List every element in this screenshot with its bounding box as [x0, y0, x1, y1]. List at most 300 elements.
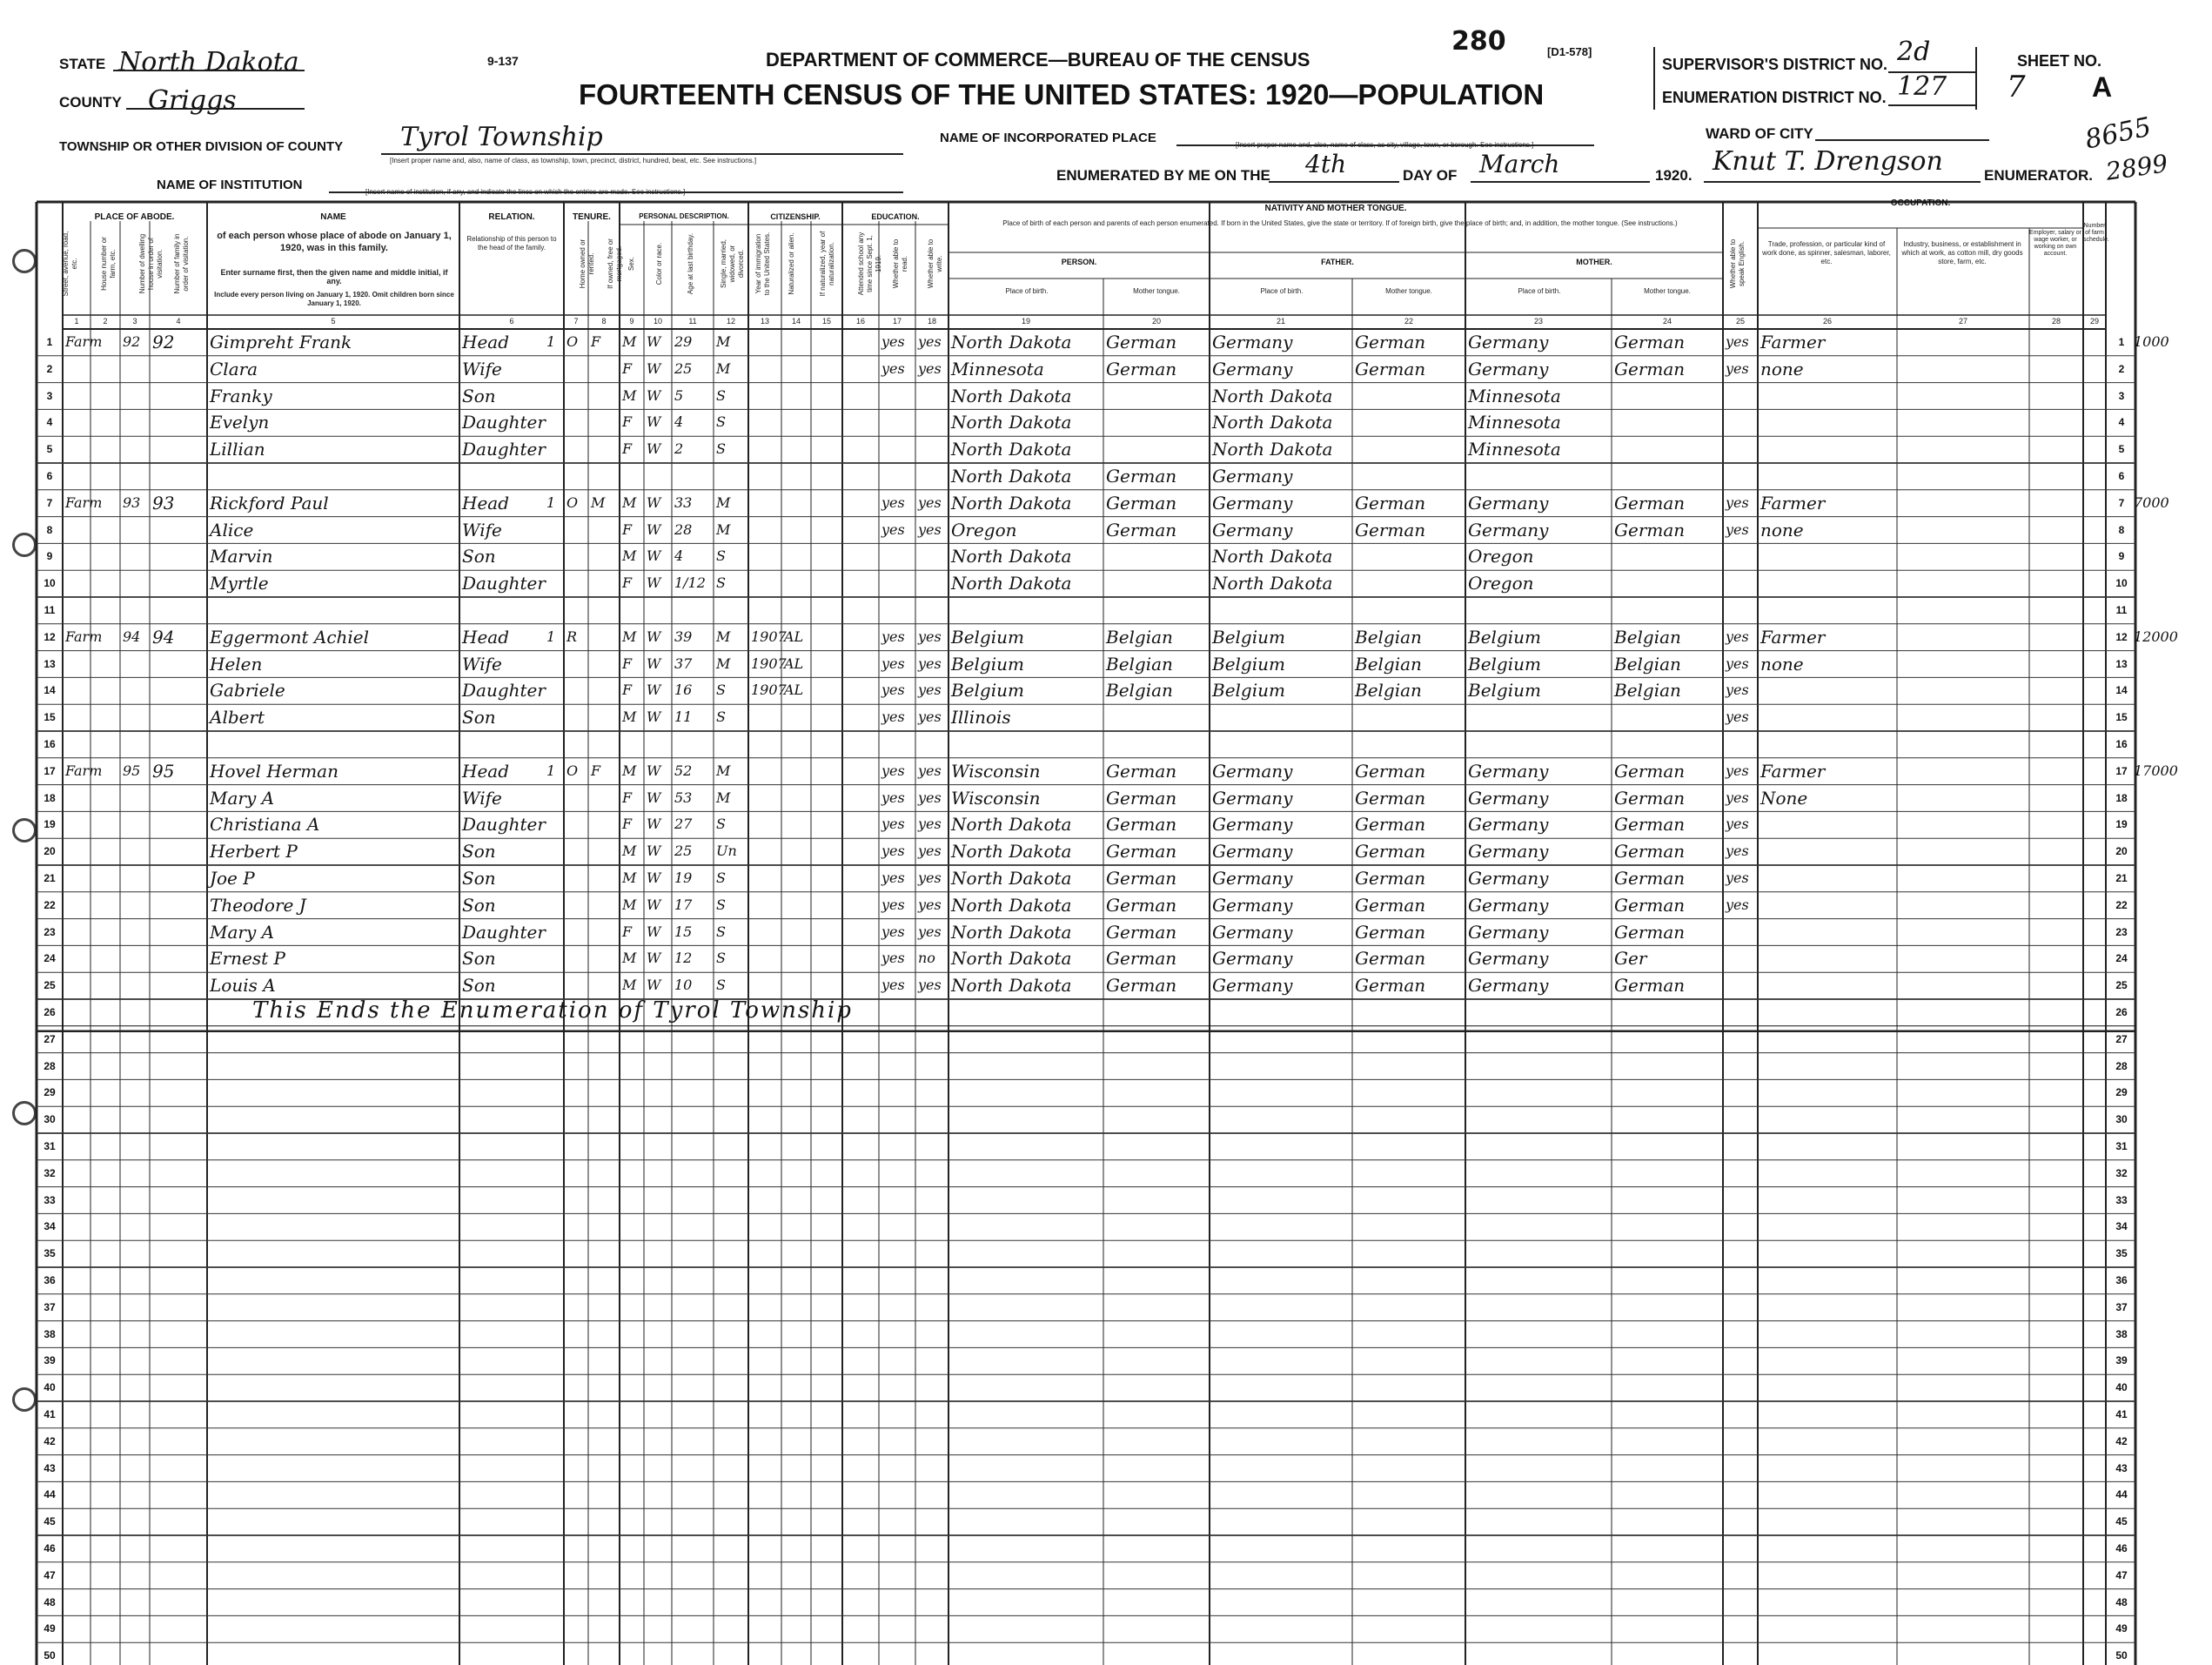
row-number-left: 12	[44, 630, 56, 643]
row-number-right: 17	[2115, 764, 2128, 777]
row-number-left: 8	[46, 523, 53, 536]
day-of-label: DAY OF	[1403, 167, 1458, 184]
column-number: 5	[331, 317, 336, 326]
cell-race: W	[647, 762, 661, 779]
county-label: COUNTY	[59, 94, 122, 111]
cell-race: W	[647, 950, 661, 967]
row-number-left: 38	[44, 1327, 56, 1340]
cell-mpob: Minnesota	[1468, 439, 1561, 460]
cell-write: yes	[918, 708, 942, 726]
row-number-right: 15	[2115, 711, 2128, 724]
township-value: Tyrol Township	[400, 122, 603, 152]
cell-own: 1	[546, 762, 556, 779]
row-number-left: 29	[44, 1086, 56, 1099]
cell-mpob: Germany	[1468, 814, 1549, 836]
cell-write: no	[918, 950, 935, 967]
cell-fmt: German	[1355, 814, 1426, 836]
institution-label: NAME OF INSTITUTION	[157, 178, 303, 192]
cell-name: Albert	[210, 707, 265, 728]
cell-sex: M	[622, 843, 637, 860]
cell-family: 92	[152, 332, 175, 352]
cell-fmt: German	[1355, 921, 1426, 943]
pob-mother-header: Place of birth.	[1518, 287, 1561, 295]
row-number-right: 28	[2115, 1059, 2128, 1072]
row-number-right: 2	[2118, 362, 2125, 375]
row-number-right: 20	[2115, 845, 2128, 858]
cell-om: R	[566, 628, 578, 645]
cell-imm: 1907	[751, 681, 787, 699]
supervisor-no: 2d	[1897, 37, 1931, 67]
row-number-right: 49	[2115, 1622, 2128, 1635]
cell-dwelling: 92	[123, 333, 141, 350]
cell-race: W	[647, 440, 661, 458]
cell-age: 28	[674, 520, 693, 538]
cell-pob: North Dakota	[951, 975, 1072, 997]
row-number-left: 18	[44, 791, 56, 804]
cell-mpob: Germany	[1468, 948, 1549, 970]
cell-relation: Wife	[462, 787, 502, 809]
enumeration-month: March	[1479, 150, 1560, 178]
column-number: 27	[1958, 317, 1967, 326]
cell-fmt: German	[1355, 358, 1426, 379]
cell-mpob: Germany	[1468, 519, 1549, 540]
column-number: 9	[629, 317, 634, 326]
cell-mmt: German	[1614, 760, 1686, 782]
cell-write: yes	[918, 333, 942, 350]
row-number-right: 44	[2115, 1488, 2128, 1501]
cell-mar: S	[716, 816, 726, 833]
cell-fpob: North Dakota	[1212, 546, 1333, 567]
row-number-left: 6	[46, 470, 53, 482]
cell-fmt: German	[1355, 841, 1426, 863]
column-number: 10	[653, 317, 662, 326]
cell-read: yes	[881, 333, 905, 350]
row-number-left: 44	[44, 1488, 56, 1501]
cell-read: yes	[881, 896, 905, 913]
cell-pob: North Dakota	[951, 894, 1072, 916]
cell-race: W	[647, 896, 661, 913]
cell-mpob: Oregon	[1468, 573, 1534, 594]
cell-mpob: Germany	[1468, 332, 1549, 352]
cell-mar: M	[716, 333, 731, 350]
cell-pob: North Dakota	[951, 841, 1072, 863]
cell-mar: M	[716, 655, 731, 672]
row-number-left: 13	[44, 657, 56, 670]
cell-name: Myrtle	[210, 573, 269, 594]
row-number-left: 42	[44, 1434, 56, 1447]
cell-relation: Daughter	[462, 814, 546, 836]
cell-relation: Daughter	[462, 412, 546, 433]
cell-mpob: Oregon	[1468, 546, 1534, 567]
cell-read: yes	[881, 708, 905, 726]
name-incl: Include every person living on January 1, 1920. Omit children born since January 1, 1920.	[214, 291, 454, 307]
row-number-left: 40	[44, 1381, 56, 1394]
row-number-right: 21	[2115, 872, 2128, 884]
column-number: 26	[1822, 317, 1832, 326]
cell-relation: Head	[462, 492, 510, 514]
cell-name: Hovel Herman	[210, 760, 339, 782]
row-number-right: 43	[2115, 1461, 2128, 1474]
row-number-right: 41	[2115, 1408, 2128, 1420]
family-header: Number of family in order of visitation.	[173, 233, 190, 294]
cell-write: yes	[918, 628, 942, 645]
school-header: Attended school any time since Sept. 1, 1919.	[857, 232, 882, 296]
mortgaged-header: If owned, free or mortgaged.	[607, 238, 623, 289]
cell-mar: S	[716, 681, 726, 699]
cell-sex: M	[622, 333, 637, 350]
cell-sex: F	[622, 816, 633, 833]
cell-trade: none	[1760, 358, 1804, 379]
column-number: 22	[1404, 317, 1413, 326]
cell-fpob: Belgium	[1212, 626, 1285, 648]
group-relation: RELATION.	[488, 212, 535, 222]
cell-fpob: Germany	[1212, 868, 1293, 889]
column-number: 18	[927, 317, 936, 326]
cell-mpob: Germany	[1468, 841, 1549, 863]
row-number-right: 34	[2115, 1220, 2128, 1233]
cell-relation: Head	[462, 332, 510, 352]
owned-header: Home owned or rented.	[579, 238, 595, 289]
cell-mpob: Germany	[1468, 894, 1549, 916]
cell-mar: S	[716, 574, 726, 592]
cell-pob: North Dakota	[951, 573, 1072, 594]
cell-sex: F	[622, 359, 633, 377]
row-number-left: 39	[44, 1354, 56, 1367]
cell-write: yes	[918, 923, 942, 940]
column-number: 17	[892, 317, 902, 326]
mt-father-header: Mother tongue.	[1385, 287, 1432, 295]
relation-desc: Relationship of this person to the head of the family.	[466, 235, 557, 252]
cell-relation: Son	[462, 975, 496, 997]
column-number: 14	[791, 317, 801, 326]
cell-write: yes	[918, 816, 942, 833]
row-number-left: 45	[44, 1515, 56, 1528]
cell-write: yes	[918, 493, 942, 511]
cell-fpob: North Dakota	[1212, 573, 1333, 594]
farm-value: 7000	[2134, 493, 2169, 511]
cell-pob: Oregon	[951, 519, 1017, 540]
cell-eng: yes	[1726, 708, 1749, 726]
row-number-left: 43	[44, 1461, 56, 1474]
row-number-right: 29	[2115, 1086, 2128, 1099]
cell-street: Farm	[65, 333, 103, 350]
cell-race: W	[647, 520, 661, 538]
age-header: Age at last birthday.	[687, 232, 694, 295]
cell-fpob: Belgium	[1212, 680, 1285, 702]
cell-fmt: Belgian	[1355, 680, 1422, 702]
cell-eng: yes	[1726, 843, 1749, 860]
cell-mpob: Belgium	[1468, 653, 1541, 675]
cell-mar: S	[716, 440, 726, 458]
cell-mt: German	[1106, 787, 1177, 809]
enumerated-label: ENUMERATED BY ME ON THE	[1056, 167, 1270, 184]
row-number-right: 4	[2118, 416, 2125, 429]
township-note: [Insert proper name and, also, name of class, as township, town, precinct, district, hundred, beat, etc. See instructions.]	[390, 157, 757, 164]
row-number-left: 48	[44, 1595, 56, 1608]
sheet-no: 7	[2007, 70, 2026, 104]
cell-relation: Son	[462, 546, 496, 567]
cell-race: W	[647, 816, 661, 833]
name-desc: of each person whose place of abode on January 1, 1920, was in this family.	[217, 231, 452, 253]
natur-year-header: If naturalized, year of naturalization.	[819, 231, 835, 297]
cell-pob: Belgium	[951, 626, 1024, 648]
industry-header: Industry, business, or establishment in which at work, as cotton mill, dry goods store, farm, etc.	[1901, 240, 2023, 265]
row-number-left: 23	[44, 925, 56, 938]
cell-age: 2	[674, 440, 684, 458]
cell-mpob: Germany	[1468, 787, 1549, 809]
cell-own: 1	[546, 628, 556, 645]
cell-pob: North Dakota	[951, 868, 1072, 889]
cell-mar: M	[716, 520, 731, 538]
cell-race: W	[647, 923, 661, 940]
cell-mt: German	[1106, 841, 1177, 863]
cell-eng: yes	[1726, 655, 1749, 672]
row-number-right: 8	[2118, 523, 2125, 536]
cell-dwelling: 95	[123, 762, 141, 779]
row-number-left: 19	[44, 818, 56, 831]
row-number-right: 13	[2115, 657, 2128, 670]
cell-mpob: Belgium	[1468, 626, 1541, 648]
column-number: 24	[1662, 317, 1672, 326]
cell-fmt: German	[1355, 975, 1426, 997]
cell-age: 12	[674, 950, 693, 967]
cell-age: 37	[674, 655, 693, 672]
row-number-right: 31	[2115, 1140, 2128, 1152]
state-label: STATE	[59, 56, 106, 72]
cell-mar: S	[716, 950, 726, 967]
row-number-right: 7	[2118, 496, 2125, 509]
cell-age: 52	[674, 762, 693, 779]
row-number-left: 37	[44, 1300, 56, 1313]
row-number-left: 25	[44, 979, 56, 992]
cell-name: Eggermont Achiel	[210, 626, 370, 648]
cell-race: W	[647, 413, 661, 431]
cell-mt: German	[1106, 814, 1177, 836]
row-number-left: 36	[44, 1274, 56, 1286]
cell-om: O	[566, 493, 579, 511]
enumerator-name: Knut T. Drengson	[1713, 146, 1943, 177]
cell-sex: F	[622, 681, 633, 699]
row-number-left: 47	[44, 1568, 56, 1581]
cell-race: W	[647, 333, 661, 350]
cell-fpob: Germany	[1212, 948, 1293, 970]
cell-name: Herbert P	[210, 841, 298, 863]
cell-mar: Un	[716, 843, 737, 860]
farm-value: 1000	[2134, 333, 2169, 350]
cell-street: Farm	[65, 628, 103, 645]
supervisor-label: SUPERVISOR'S DISTRICT NO.	[1662, 56, 1887, 73]
name-instr: Enter surname first, then the given name and middle initial, if any.	[220, 268, 448, 285]
house-header: House number or farm, etc.	[100, 237, 117, 291]
group-abode: PLACE OF ABODE.	[94, 212, 175, 222]
cell-relation: Son	[462, 948, 496, 970]
cell-pob: Minnesota	[951, 358, 1044, 379]
cell-write: yes	[918, 869, 942, 886]
cell-write: yes	[918, 843, 942, 860]
cell-fpob: Germany	[1212, 358, 1293, 379]
cell-nat: AL	[784, 628, 804, 645]
cell-write: yes	[918, 762, 942, 779]
english-header: Whether able to speak English.	[1729, 238, 1746, 289]
cell-mt: German	[1106, 975, 1177, 997]
cell-mt: German	[1106, 948, 1177, 970]
cell-eng: yes	[1726, 816, 1749, 833]
cell-write: yes	[918, 977, 942, 994]
incorporated-label: NAME OF INCORPORATED PLACE	[940, 131, 1156, 145]
row-number-right: 10	[2115, 577, 2128, 590]
cell-eng: yes	[1726, 869, 1749, 886]
cell-race: W	[647, 977, 661, 994]
cell-fpob: Germany	[1212, 787, 1293, 809]
immig-header: Year of immigration to the United States.	[754, 232, 771, 296]
row-number-right: 3	[2118, 389, 2125, 402]
row-number-right: 19	[2115, 818, 2128, 831]
row-number-right: 40	[2115, 1381, 2128, 1394]
cell-read: yes	[881, 923, 905, 940]
cell-relation: Daughter	[462, 573, 546, 594]
row-number-left: 20	[44, 845, 56, 858]
group-personal: PERSONAL DESCRIPTION.	[639, 212, 729, 220]
form-number: 9-137	[487, 54, 519, 68]
cell-eng: yes	[1726, 520, 1749, 538]
cell-relation: Wife	[462, 519, 502, 540]
margin-number-2: 2899	[2104, 149, 2170, 186]
cell-sex: M	[622, 547, 637, 565]
cell-pob: North Dakota	[951, 814, 1072, 836]
cell-eng: yes	[1726, 681, 1749, 699]
cell-fmt: German	[1355, 894, 1426, 916]
cell-mpob: Belgium	[1468, 680, 1541, 702]
cell-street: Farm	[65, 762, 103, 779]
cell-mar: S	[716, 869, 726, 886]
cell-fpob: North Dakota	[1212, 439, 1333, 460]
census-title: FOURTEENTH CENSUS OF THE UNITED STATES: 1920—POPULATION	[579, 78, 1545, 111]
read-header: Whether able to read.	[892, 238, 908, 289]
cell-name: Theodore J	[210, 894, 306, 916]
cell-name: Clara	[210, 358, 258, 379]
cell-sex: F	[622, 655, 633, 672]
ward-label: WARD OF CITY	[1706, 125, 1813, 142]
row-number-right: 24	[2115, 952, 2128, 965]
cell-sex: F	[622, 520, 633, 538]
cell-race: W	[647, 681, 661, 699]
township-label: TOWNSHIP OR OTHER DIVISION OF COUNTY	[59, 139, 344, 154]
cell-age: 25	[674, 359, 693, 377]
cell-age: 10	[674, 977, 693, 994]
cell-fpob: Germany	[1212, 921, 1293, 943]
row-number-right: 37	[2115, 1300, 2128, 1313]
row-number-left: 22	[44, 898, 56, 911]
cell-om: O	[566, 333, 579, 350]
cell-relation: Son	[462, 841, 496, 863]
cell-mt: Belgian	[1106, 653, 1173, 675]
incorporated-note: [Insert proper name and, also, name of class, as city, village, town, or borough. See instructions.]	[1236, 141, 1534, 149]
cell-mmt: German	[1614, 787, 1686, 809]
cell-relation: Head	[462, 760, 510, 782]
row-number-right: 30	[2115, 1113, 2128, 1126]
farm-value: 12000	[2134, 628, 2178, 645]
group-father: FATHER.	[1321, 258, 1354, 266]
row-number-right: 27	[2115, 1032, 2128, 1045]
trade-header: Trade, profession, or particular kind of work done, as spinner, salesman, laborer, etc.	[1762, 240, 1891, 265]
cell-read: yes	[881, 655, 905, 672]
cell-age: 53	[674, 789, 693, 806]
column-number: 20	[1151, 317, 1161, 326]
cell-trade: none	[1760, 653, 1804, 675]
cell-fmt: German	[1355, 492, 1426, 514]
row-number-left: 3	[46, 389, 53, 402]
cell-race: W	[647, 493, 661, 511]
cell-sex: M	[622, 762, 637, 779]
cell-fpob: Germany	[1212, 760, 1293, 782]
cell-sex: M	[622, 869, 637, 886]
pob-person-header: Place of birth.	[1005, 287, 1049, 295]
marital-header: Single, married, widowed, or divorced.	[720, 238, 745, 289]
cell-mt: German	[1106, 492, 1177, 514]
cell-read: yes	[881, 762, 905, 779]
cell-pob: North Dakota	[951, 412, 1072, 433]
cell-fmt: German	[1355, 787, 1426, 809]
row-number-left: 31	[44, 1140, 56, 1152]
cell-eng: yes	[1726, 789, 1749, 806]
group-citizenship: CITIZENSHIP.	[770, 212, 821, 221]
column-number: 23	[1533, 317, 1543, 326]
row-number-left: 46	[44, 1542, 56, 1554]
cell-mmt: German	[1614, 492, 1686, 514]
cell-pob: Belgium	[951, 653, 1024, 675]
cell-relation: Head	[462, 626, 510, 648]
cell-fpob: Germany	[1212, 466, 1293, 487]
cell-imm: 1907	[751, 628, 787, 645]
cell-mt: German	[1106, 519, 1177, 540]
cell-fmt: German	[1355, 519, 1426, 540]
row-number-right: 6	[2118, 470, 2125, 482]
cell-sex: M	[622, 493, 637, 511]
cell-relation: Daughter	[462, 439, 546, 460]
cell-race: W	[647, 547, 661, 565]
row-number-left: 15	[44, 711, 56, 724]
cell-mar: S	[716, 708, 726, 726]
cell-mar: M	[716, 359, 731, 377]
column-number: 7	[573, 317, 579, 326]
cell-write: yes	[918, 520, 942, 538]
cell-fpob: Germany	[1212, 841, 1293, 863]
cell-name: Helen	[210, 653, 263, 675]
cell-age: 16	[674, 681, 693, 699]
cell-relation: Son	[462, 868, 496, 889]
group-person: PERSON.	[1061, 258, 1097, 266]
cell-fmt: German	[1355, 332, 1426, 352]
enumeration-day: 4th	[1305, 150, 1347, 178]
row-number-left: 27	[44, 1032, 56, 1045]
cell-age: 5	[674, 386, 684, 404]
cell-name: Alice	[210, 519, 254, 540]
cell-relation: Wife	[462, 358, 502, 379]
cell-age: 11	[674, 708, 693, 726]
cell-fpob: North Dakota	[1212, 385, 1333, 406]
color-header: Color or race.	[655, 242, 663, 285]
cell-pob: Wisconsin	[951, 760, 1041, 782]
row-number-left: 10	[44, 577, 56, 590]
row-number-right: 38	[2115, 1327, 2128, 1340]
cell-mpob: Minnesota	[1468, 385, 1561, 406]
cell-sex: F	[622, 923, 633, 940]
cell-fpob: Germany	[1212, 519, 1293, 540]
group-education: EDUCATION.	[871, 212, 920, 221]
cell-name: Franky	[210, 385, 272, 406]
group-occupation: OCCUPATION.	[1890, 198, 1951, 208]
cell-sex: M	[622, 386, 637, 404]
